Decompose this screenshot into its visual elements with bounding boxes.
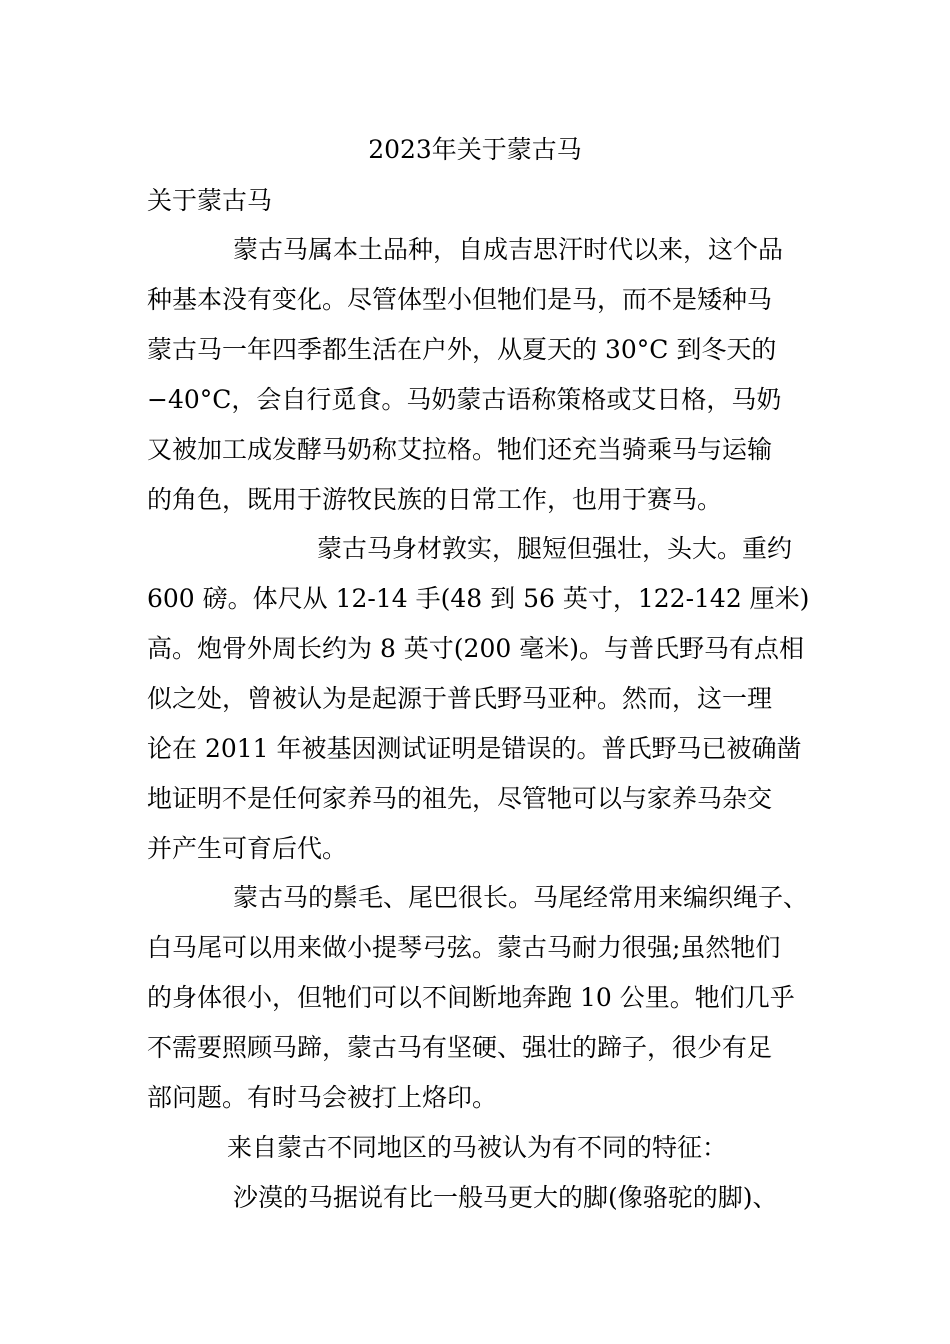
paragraph-line: 高。炮骨外周长约为 8 英寸(200 毫米)。与普氏野马有点相 xyxy=(147,634,804,663)
paragraph-line: 来自蒙古不同地区的马被认为有不同的特征： xyxy=(227,1133,728,1162)
paragraph-line: 论在 2011 年被基因测试证明是错误的。普氏野马已被确凿 xyxy=(147,734,802,763)
paragraph-line: −40°C，会自行觅食。马奶蒙古语称策格或艾日格，马奶 xyxy=(147,385,782,414)
paragraph-line: 蒙古马身材敦实，腿短但强壮，头大。重约 xyxy=(317,534,793,563)
paragraph-line: 种基本没有变化。尽管体型小但牠们是马，而不是矮种马 xyxy=(147,285,773,314)
paragraph-line: 的身体很小，但牠们可以不间断地奔跑 10 公里。牠们几乎 xyxy=(147,983,795,1012)
paragraph-line: 并产生可育后代。 xyxy=(147,834,348,863)
paragraph-line: 600 磅。体尺从 12-14 手(48 到 56 英寸，122-142 厘米) xyxy=(147,584,810,613)
paragraph-line: 地证明不是任何家养马的祖先，尽管牠可以与家养马杂交 xyxy=(147,784,773,813)
paragraph-line: 白马尾可以用来做小提琴弓弦。蒙古马耐力很强;虽然牠们 xyxy=(147,933,781,962)
paragraph-line: 蒙古马一年四季都生活在户外，从夏天的 30°C 到冬天的 xyxy=(147,335,777,364)
paragraph-line: 蒙古马属本土品种，自成吉思汗时代以来，这个品 xyxy=(233,235,784,264)
paragraph-line: 部问题。有时马会被打上烙印。 xyxy=(147,1083,498,1112)
document-title: 2023年关于蒙古马 xyxy=(368,135,582,164)
paragraph-line: 又被加工成发酵马奶称艾拉格。牠们还充当骑乘马与运输 xyxy=(147,435,773,464)
paragraph-line: 的角色，既用于游牧民族的日常工作，也用于赛马。 xyxy=(147,485,723,514)
paragraph-line: 似之处，曾被认为是起源于普氏野马亚种。然而，这一理 xyxy=(147,684,773,713)
section-heading: 关于蒙古马 xyxy=(147,186,273,215)
paragraph-line: 不需要照顾马蹄，蒙古马有坚硬、强壮的蹄子，很少有足 xyxy=(147,1033,773,1062)
paragraph-line: 沙漠的马据说有比一般马更大的脚(像骆驼的脚)、 xyxy=(233,1183,778,1212)
paragraph-line: 蒙古马的鬃毛、尾巴很长。马尾经常用来编织绳子、 xyxy=(233,883,809,912)
